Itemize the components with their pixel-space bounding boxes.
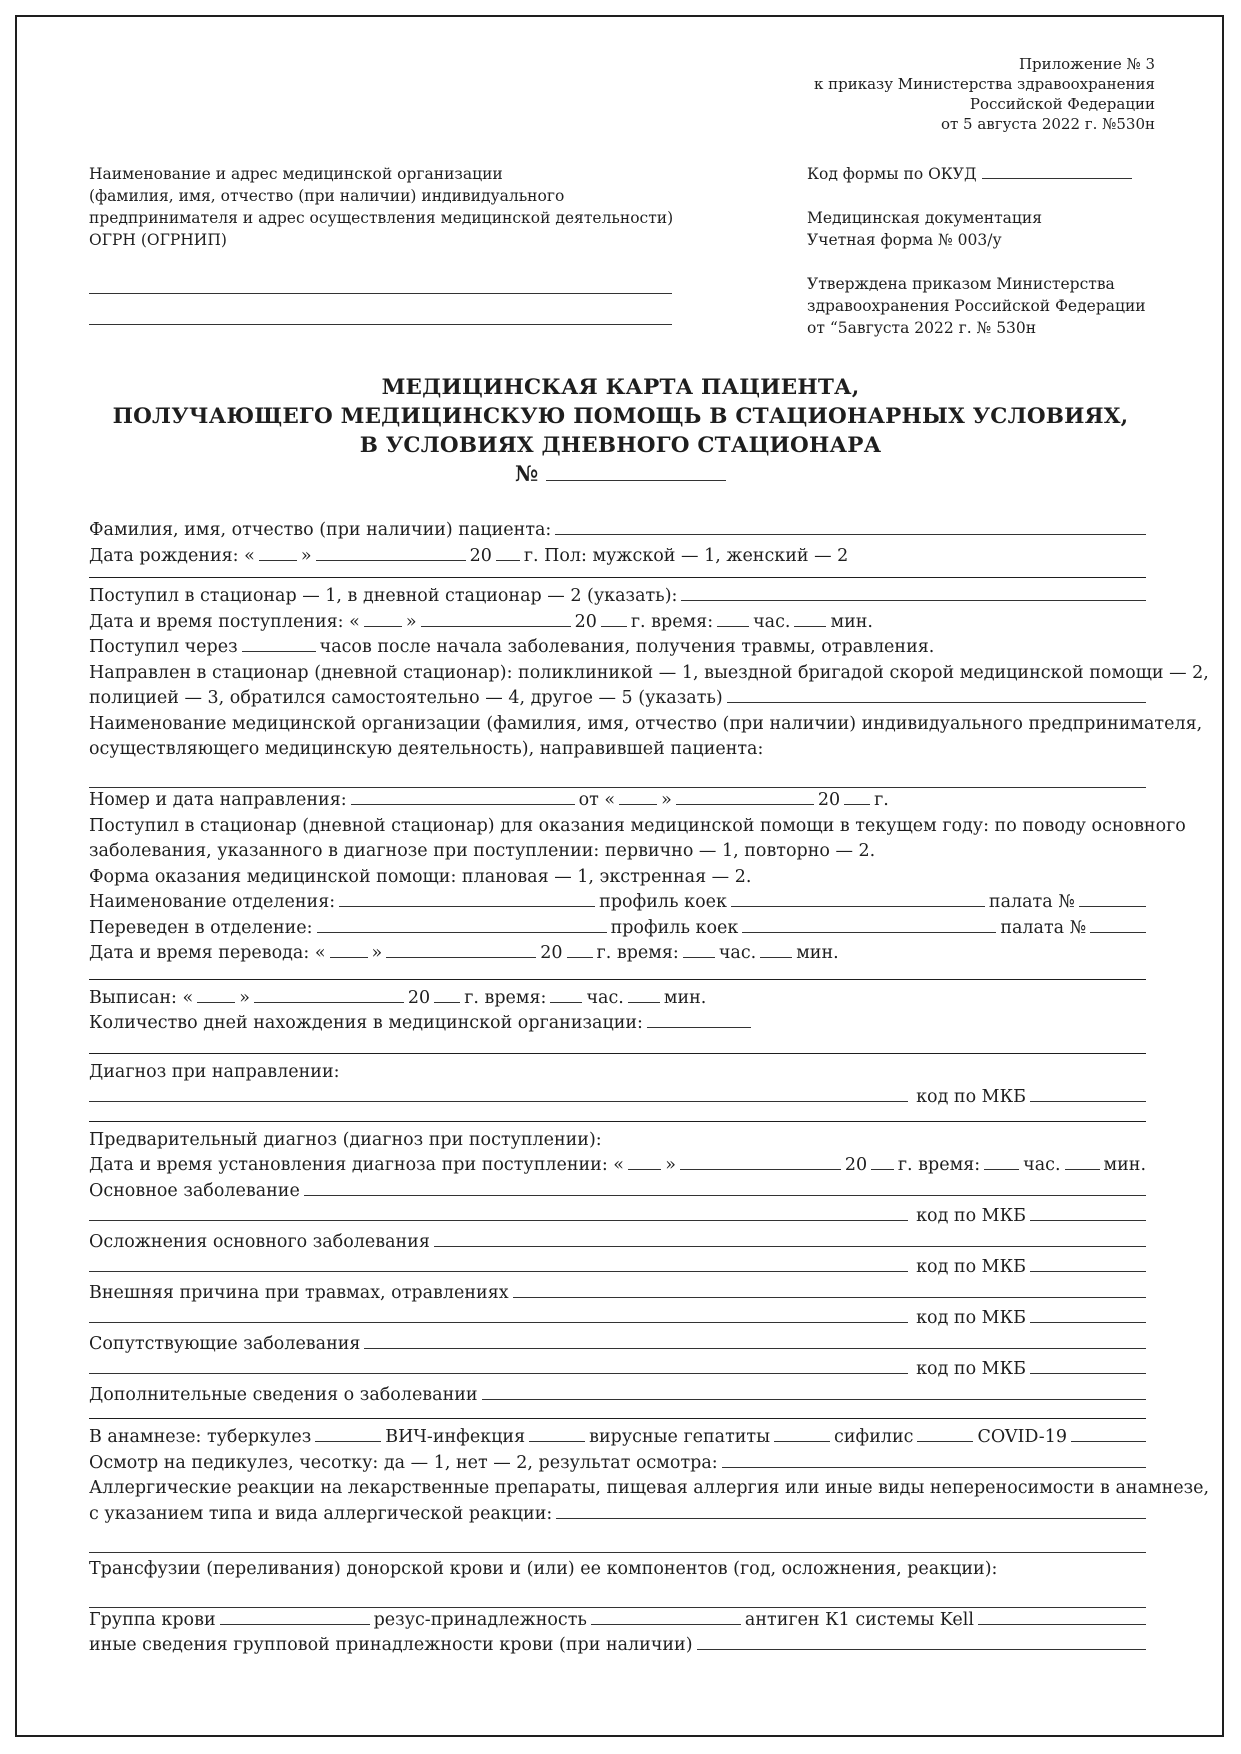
section-divider (89, 577, 1146, 578)
tb-field[interactable] (315, 1425, 381, 1442)
days-field[interactable] (647, 1011, 751, 1028)
title-line: В УСЛОВИЯХ ДНЕВНОГО СТАЦИОНАРА (359, 433, 882, 458)
min-label: мин. (1103, 1155, 1147, 1175)
form-info-block (807, 163, 1167, 339)
transfer-month-field[interactable] (386, 941, 536, 958)
covid-label: COVID-19 (977, 1427, 1067, 1447)
admitted-label: Поступил в стационар — 1, в дневной стационар — 2 (указать): (89, 586, 678, 606)
admission-year-field[interactable] (601, 610, 627, 627)
concomitant-field-2[interactable] (89, 1357, 908, 1374)
hour-label: час. (586, 987, 624, 1008)
lice-label: Осмотр на педикулез, чесотку: да — 1, нет — 2, результат осмотра: (89, 1452, 718, 1473)
transferred-field[interactable] (317, 916, 607, 933)
ward-label: палата № (988, 892, 1075, 912)
year-prefix: 20 (407, 987, 431, 1008)
birth-label: Дата рождения: « (89, 545, 255, 566)
appendix-line: от 5 августа 2022 г. №530н (940, 115, 1155, 133)
hiv-field[interactable] (529, 1425, 585, 1442)
referred-line: Направлен в стационар (дневной стационар): поликлиникой — 1, выездной бригадой скорой медицинской помощи — 2, (89, 662, 1209, 683)
icd-code-field[interactable] (1030, 1306, 1146, 1323)
hour-label: час. (753, 611, 791, 632)
anamnesis-tb-label: В анамнезе: туберкулез (89, 1427, 312, 1447)
current-year-label: заболевания, указанного в диагнозе при поступлении: первично — 1, повторно — 2. (89, 841, 876, 861)
transfusion-label: Трансфузии (переливания) донорской крови и (или) ее компонентов (год, осложнения, реакции): (89, 1558, 998, 1579)
complications-label: Осложнения основного заболевания (89, 1231, 430, 1252)
referring-org-field[interactable] (89, 763, 1146, 789)
beds-label: профиль коек (599, 892, 727, 912)
transfer-day-field[interactable] (330, 941, 368, 958)
admission-day-field[interactable] (364, 610, 402, 627)
ref-from-label: от « (578, 790, 616, 810)
hour-label: час. (718, 943, 757, 963)
org-input-line-1[interactable] (89, 263, 672, 294)
allergy-label: Аллергические реакции на лекарственные препараты, пищевая аллергия или иные виды непереносимости в анамнезе, (89, 1478, 1210, 1498)
ward-field[interactable] (1079, 890, 1146, 907)
discharge-hour-field[interactable] (550, 986, 582, 1003)
additional-info-field[interactable] (482, 1383, 1146, 1400)
transfer-ward-field[interactable] (1090, 916, 1146, 933)
icd-label: код по МКБ (916, 1308, 1026, 1328)
quote-close: » (661, 790, 672, 810)
approved-line: здравоохранения Российской Федерации (807, 297, 1146, 315)
transferred-label: Переведен в отделение: (89, 917, 313, 938)
okud-code-field[interactable] (982, 164, 1132, 179)
min-label: мин. (796, 943, 839, 963)
year-prefix: 20 (574, 611, 597, 632)
year-prefix: 20 (844, 1155, 868, 1175)
transfer-min-field[interactable] (760, 941, 792, 958)
main-disease-field[interactable] (304, 1179, 1146, 1196)
year-prefix: 20 (540, 943, 563, 963)
main-disease-label: Основное заболевание (89, 1180, 300, 1201)
icd-label: код по МКБ (916, 1359, 1026, 1379)
ward-label: палата № (1000, 917, 1087, 938)
icd-label: код по МКБ (916, 1257, 1026, 1277)
min-label: мин. (663, 987, 707, 1008)
quote-close: » (665, 1155, 676, 1175)
quote-close: » (371, 943, 383, 963)
referred-line: полицией — 3, обратился самостоятельно — 4, другое — 5 (указать) (89, 688, 723, 708)
complications-field[interactable] (434, 1230, 1146, 1247)
birth-month-field[interactable] (316, 544, 466, 561)
quote-close: » (405, 611, 417, 632)
doc-line: Медицинская документация (807, 209, 1042, 227)
admission-hour-field[interactable] (717, 610, 749, 627)
appendix-line: Российской Федерации (969, 95, 1155, 113)
year-prefix: 20 (469, 545, 492, 566)
section-divider (89, 1121, 1146, 1122)
established-hour-field[interactable] (984, 1153, 1019, 1170)
fio-label: Фамилия, имя, отчество (при наличии) пациента: (89, 520, 552, 540)
other-blood-label: иные сведения групповой принадлежности крови (при наличии) (89, 1635, 693, 1655)
icd-code-field[interactable] (1030, 1204, 1146, 1221)
icd-code-field[interactable] (1030, 1085, 1146, 1102)
min-label: мин. (830, 611, 873, 632)
sex-label: г. Пол: мужской — 1, женский — 2 (523, 545, 849, 566)
appendix-line: Приложение № 3 (1018, 55, 1155, 73)
document-title (0, 373, 1241, 489)
established-min-field[interactable] (1065, 1153, 1100, 1170)
through-tail: часов после начала заболевания, получения травмы, отравления. (319, 637, 935, 657)
icd-code-field[interactable] (1030, 1357, 1146, 1374)
org-line: предпринимателя и адрес осуществления медицинской деятельности) (89, 209, 674, 227)
additional-info-label: Дополнительные сведения о заболевании (89, 1384, 478, 1405)
discharge-min-field[interactable] (628, 986, 660, 1003)
discharge-year-field[interactable] (434, 986, 460, 1003)
transfer-year-field[interactable] (567, 941, 593, 958)
referring-org-label: осуществляющего медицинскую деятельность), направившей пациента: (89, 739, 764, 759)
time-label: г. время: (596, 943, 679, 963)
year-prefix: 20 (817, 790, 841, 810)
preliminary-diagnosis-label: Предварительный диагноз (диагноз при поступлении): (89, 1129, 602, 1150)
okud-label: Код формы по ОКУД (807, 165, 977, 183)
title-line: МЕДИЦИНСКАЯ КАРТА ПАЦИЕНТА, (381, 375, 860, 400)
appendix-header (755, 54, 1155, 134)
time-label: г. время: (464, 987, 547, 1008)
syphilis-field[interactable] (917, 1425, 973, 1442)
quote-close: » (239, 987, 250, 1008)
hepatitis-label: вирусные гепатиты (589, 1427, 771, 1447)
quote-close: » (300, 545, 312, 566)
hour-label: час. (1023, 1155, 1061, 1175)
section-divider (89, 1053, 1146, 1054)
org-line: (фамилия, имя, отчество (при наличии) индивидуального (89, 187, 565, 205)
referred-other-field[interactable] (727, 686, 1146, 703)
admission-datetime-label: Дата и время поступления: « (89, 611, 360, 632)
referral-diagnosis-label: Диагноз при направлении: (89, 1061, 340, 1082)
ref-number-label: Номер и дата направления: (89, 790, 347, 810)
ref-month-field[interactable] (676, 788, 814, 805)
allergy-field[interactable] (556, 1502, 1146, 1519)
ref-day-field[interactable] (619, 788, 657, 805)
allergy-label: с указанием типа и вида аллергической реакции: (89, 1503, 553, 1524)
care-form-label: Форма оказания медицинской помощи: плановая — 1, экстренная — 2. (89, 866, 752, 887)
transfusion-field[interactable] (89, 1582, 1146, 1608)
hiv-label: ВИЧ-инфекция (385, 1427, 526, 1447)
through-hours-field[interactable] (242, 635, 316, 652)
form-number: Учетная форма № 003/у (807, 231, 1002, 249)
external-cause-field-2[interactable] (89, 1306, 908, 1323)
blood-group-field[interactable] (220, 1608, 370, 1625)
title-line: ПОЛУЧАЮЩЕГО МЕДИЦИНСКУЮ ПОМОЩЬ В СТАЦИОНАРНЫХ УСЛОВИЯХ, (112, 404, 1129, 429)
referral-diagnosis-field[interactable] (89, 1085, 908, 1102)
transfer-hour-field[interactable] (683, 941, 715, 958)
established-year-field[interactable] (871, 1153, 894, 1170)
birth-day-field[interactable] (259, 544, 297, 561)
covid-field[interactable] (1071, 1425, 1146, 1442)
beds-field[interactable] (731, 890, 985, 907)
established-label: Дата и время установления диагноза при поступлении: « (89, 1155, 625, 1175)
other-blood-field[interactable] (697, 1633, 1146, 1650)
ref-number-field[interactable] (351, 788, 575, 805)
external-cause-label: Внешняя причина при травмах, отравлениях (89, 1282, 509, 1303)
form-body (89, 518, 1210, 1659)
external-cause-field[interactable] (513, 1281, 1146, 1298)
discharge-day-field[interactable] (197, 986, 235, 1003)
days-label: Количество дней нахождения в медицинской организации: (89, 1013, 643, 1033)
dept-field[interactable] (339, 890, 595, 907)
blood-group-label: Группа крови (89, 1609, 216, 1630)
icd-label: код по МКБ (916, 1206, 1026, 1226)
org-input-line-2[interactable] (89, 294, 672, 325)
fio-field[interactable] (555, 518, 1146, 535)
transfer-beds-field[interactable] (742, 916, 996, 933)
current-year-label: Поступил в стационар (дневной стационар) для оказания медицинской помощи в текущем году: по поводу основного (89, 815, 1186, 836)
lice-field[interactable] (722, 1451, 1146, 1468)
transfer-datetime-label: Дата и время перевода: « (89, 943, 326, 963)
rh-label: резус-принадлежность (373, 1609, 587, 1630)
established-month-field[interactable] (680, 1153, 841, 1170)
time-label: г. время: (630, 611, 714, 632)
time-label: г. время: (897, 1155, 981, 1175)
section-divider (89, 1418, 1146, 1419)
org-ogrn-label: ОГРН (ОГРНИП) (89, 231, 227, 249)
rh-field[interactable] (591, 1608, 741, 1625)
kell-field[interactable] (978, 1608, 1146, 1625)
org-block (89, 163, 689, 325)
established-day-field[interactable] (628, 1153, 661, 1170)
syphilis-label: сифилис (834, 1427, 914, 1447)
year-g-label: г. (874, 790, 889, 810)
appendix-line: к приказу Министерства здравоохранения (813, 75, 1155, 93)
complications-field-2[interactable] (89, 1255, 908, 1272)
icd-code-field[interactable] (1030, 1255, 1146, 1272)
beds-label: профиль коек (610, 917, 739, 938)
dept-label: Наименование отделения: (89, 892, 336, 912)
section-divider (89, 979, 1146, 980)
kell-label: антиген К1 системы Kell (744, 1609, 974, 1630)
ref-year-field[interactable] (844, 788, 870, 805)
admission-month-field[interactable] (421, 610, 571, 627)
main-disease-field-2[interactable] (89, 1204, 908, 1221)
icd-label: код по МКБ (916, 1087, 1026, 1107)
concomitant-label: Сопутствующие заболевания (89, 1333, 361, 1354)
through-label: Поступил через (89, 637, 238, 657)
allergy-field-2[interactable] (89, 1527, 1146, 1553)
card-number-label: № (514, 462, 539, 487)
discharge-month-field[interactable] (254, 986, 404, 1003)
approved-line: Утверждена приказом Министерства (807, 275, 1115, 293)
admission-min-field[interactable] (794, 610, 826, 627)
card-number-field[interactable] (546, 462, 726, 481)
concomitant-field[interactable] (364, 1332, 1146, 1349)
birth-year-field[interactable] (496, 544, 520, 561)
org-line: Наименование и адрес медицинской организации (89, 165, 503, 183)
discharged-label: Выписан: « (89, 987, 194, 1008)
admitted-field[interactable] (681, 584, 1146, 601)
hepatitis-field[interactable] (774, 1425, 830, 1442)
approved-line: от “5августа 2022 г. № 530н (807, 319, 1037, 337)
referring-org-label: Наименование медицинской организации (фамилия, имя, отчество (при наличии) индивидуального предпринимателя, (89, 713, 1203, 734)
